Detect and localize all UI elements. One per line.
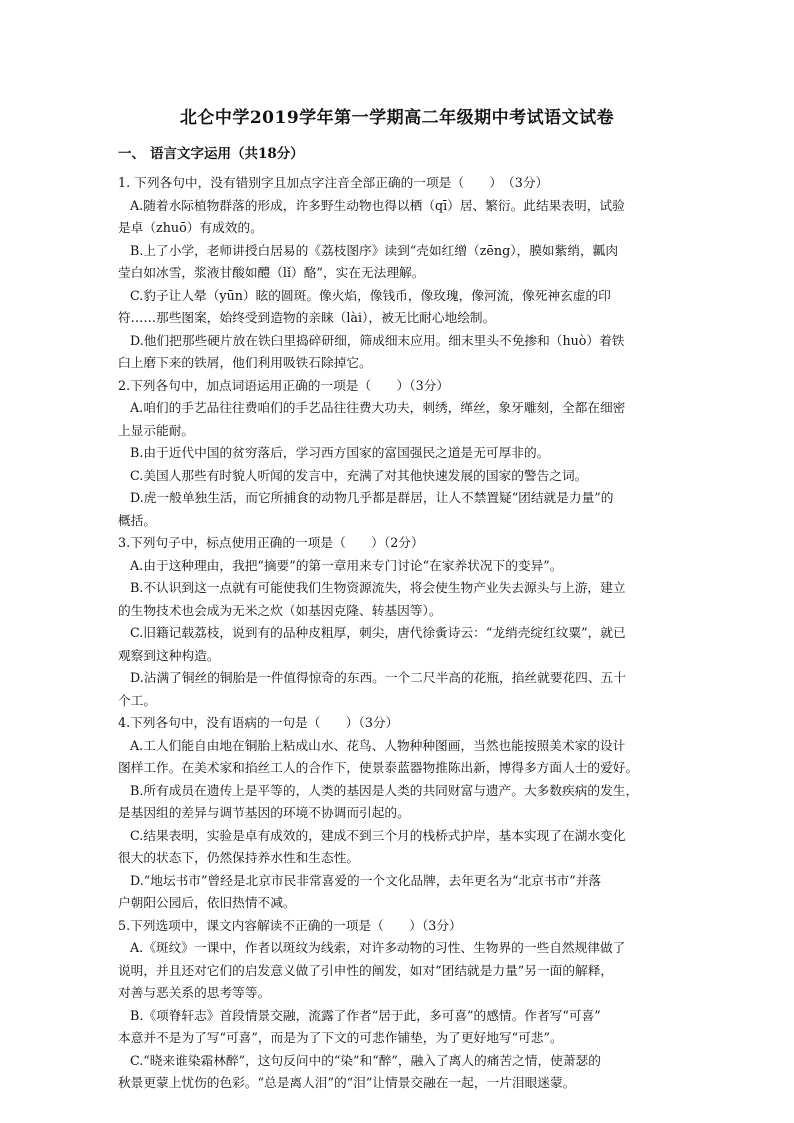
text-line: 的生物技术也会成为无米之炊（如基因克隆、转基因等）。 bbox=[118, 602, 442, 618]
text-line: C.豹子让人晕（yūn）眩的圆斑。像火焰，像钱币，像玫瑰，像河流，像死神玄虚的印 bbox=[130, 287, 611, 303]
text-line: 说明，并且还对它们的启发意义做了引申性的阐发，如对“团结就是力量”另一面的解释， bbox=[118, 962, 614, 978]
page-title: 北仑中学2019学年第一学期高二年级期中考试语文试卷 bbox=[179, 108, 615, 128]
text-line: C.“晓来谁染霜林醉”，这句反问中的“染”和“醉”，融入了离人的痛苦之情，使萧瑟的 bbox=[130, 1052, 601, 1068]
text-line: 上显示能耐。 bbox=[118, 422, 195, 438]
text-line: 很大的状态下，仍然保持养水性和生态性。 bbox=[118, 850, 360, 865]
text-line: 图样工作。在美术家和掐丝工人的合作下，使景泰蓝器物推陈出新，博得多方面人士的爱好。 bbox=[118, 760, 639, 775]
text-line: D.“地坛书市”曾经是北京市民非常喜爱的一个文化品牌，去年更名为“北京书市”并落 bbox=[130, 872, 602, 888]
text-line: A.由于这种理由，我把“摘要”的第一章用来专门讨论“在家养状况下的变异”。 bbox=[130, 557, 563, 573]
text-line: B.上了小学，老师讲授白居易的《荔枝图序》读到“壳如红缯（zēng），膜如紫绡，瓤肉 bbox=[130, 242, 619, 258]
text-line: B.不认识到这一点就有可能使我们生物资源流失，将会使生物产业失去源头与上游，建立 bbox=[130, 580, 626, 595]
text-line: 对善与恶关系的思考等等。 bbox=[118, 985, 271, 1000]
text-line: B.所有成员在遗传上是平等的，人类的基因是人类的共同财富与遗产。大多数疾病的发生， bbox=[130, 782, 639, 798]
text-line: 户朝阳公园后，依旧热情不减。 bbox=[118, 895, 296, 910]
text-line: D.虎一般单独生活，而它所捕食的动物几乎都是群居，让人不禁置疑“团结就是力量”的 bbox=[130, 490, 614, 505]
section-heading bbox=[118, 142, 304, 162]
text-line: 本意并不是为了写“可喜”，而是为了下文的可悲作铺垫，为了更好地写“可悲”。 bbox=[118, 1030, 563, 1045]
text-line: 5.下列选项中，课文内容解读不正确的一项是（ ）（3分） bbox=[118, 917, 462, 933]
text-line: 莹白如冰雪，浆液甘酸如醴（lǐ）酪”，实在无法理解。 bbox=[118, 265, 425, 280]
text-line: D.他们把那些硬片放在铁臼里捣碎研细，筛成细末应用。细末里头不免掺和（huò）着铁 bbox=[130, 332, 625, 348]
text-line: 观察到这种构造。 bbox=[118, 647, 220, 663]
text-line: C.美国人那些有时貌人听闻的发言中，充满了对其他快速发展的国家的警告之词。 bbox=[130, 467, 588, 483]
text-line: D.沾满了铜丝的铜胎是一件值得惊奇的东西。一个二尺半高的花瓶，掐丝就要花四、五十 bbox=[130, 670, 626, 685]
text-line: 是基因组的差异与调节基因的环境不协调而引起的。 bbox=[118, 805, 410, 820]
text-line: A.工人们能自由地在铜胎上粘成山水、花鸟、人物种种图画，当然也能按照美术家的设计 bbox=[130, 737, 626, 753]
text-line: 臼上磨下来的铁屑，他们利用吸铁石除掉它。 bbox=[118, 355, 372, 370]
text-line: 符……那些图案，始终受到造物的亲睐（lài），被无比耐心地绘制。 bbox=[118, 310, 496, 325]
text-line: A.《斑纹》一课中，作者以斑纹为线索，对许多动物的习性、生物界的一些自然规律做了 bbox=[130, 940, 626, 955]
text-line: B.《项脊轩志》首段情景交融，流露了作者“居于此，多可喜”的感情。作者写“可喜” bbox=[130, 1007, 601, 1023]
text-line: C.结果表明，实验是卓有成效的，建成不到三个月的栈桥式护岸，基本实现了在湖水变化 bbox=[130, 827, 626, 843]
section-title: 语言文字运用（共18分） bbox=[150, 146, 304, 162]
text-line: 是卓（zhuō）有成效的。 bbox=[118, 220, 263, 235]
text-line: 个工。 bbox=[118, 692, 157, 708]
text-line: A.咱们的手艺品往往费咱们的手艺品往往费大功夫，刺绣，缂丝，象牙雕刻，全都在细密 bbox=[130, 400, 626, 415]
text-line: 2.下列各句中，加点词语运用正确的一项是（ ）（3分） bbox=[118, 377, 450, 393]
text-line: 1. 下列各句中，没有错别字且加点字注音全部正确的一项是（ ） （3分） bbox=[118, 175, 549, 190]
text-line: A.随着水际植物群落的形成，许多野生动物也得以栖（qī）居、繁衍。此结果表明，试验 bbox=[130, 197, 625, 213]
question-body bbox=[118, 172, 678, 1095]
text-line: C.旧籍记载荔枝，说到有的品种皮粗厚，刺尖，唐代徐夤诗云：“龙绡壳绽红纹粟”，就已 bbox=[130, 625, 626, 640]
section-number: 一、 bbox=[118, 146, 145, 162]
text-line: 4.下列各句中，没有语病的一句是（ ）（3分） bbox=[118, 715, 399, 730]
text-line: 概括。 bbox=[118, 512, 157, 528]
text-line: 3.下列句子中，标点使用正确的一项是（ ）（2分） bbox=[118, 535, 424, 550]
text-line: 秋景更蒙上忧伤的色彩。“总是离人泪”的“泪”让情景交融在一起，一片泪眼迷蒙。 bbox=[118, 1075, 576, 1090]
text-line: B.由于近代中国的贫穷落后，学习西方国家的富国强民之道是无可厚非的。 bbox=[130, 445, 550, 460]
